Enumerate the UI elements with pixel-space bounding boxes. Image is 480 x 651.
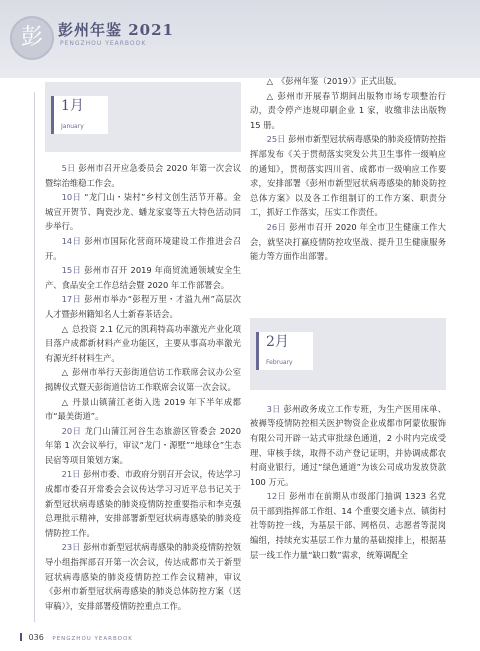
entry-text: 总投资 2.1 亿元的凯莉特高功率激光产业化项目落户成都新材料产业功能区，主要从事高功率激光有源光纤材料生产。	[45, 323, 241, 363]
february-entries	[250, 402, 446, 563]
entry-text: 丹景山镇蒲江老街入选 2019 年下半年成都市“最美街道”。	[45, 396, 241, 422]
chronicle-entry	[250, 132, 446, 220]
chronicle-entry	[45, 190, 241, 234]
entry-date: 23日	[61, 542, 84, 553]
entry-date: 17日	[61, 294, 85, 305]
chronicle-entry	[45, 292, 241, 321]
yearbook-logo-icon: 彭	[10, 16, 54, 60]
chronicle-entry	[45, 467, 241, 540]
triangle-icon: △	[266, 76, 273, 86]
entry-text: 彭州市召开 2019 年商贸流通领域安全生产、食品安全工作总结会暨 2020 年工作部署会。	[45, 265, 241, 290]
chronicle-entry	[45, 424, 241, 468]
chronicle-entry	[250, 89, 446, 133]
page-number: 036	[28, 633, 44, 642]
january-entries-right	[250, 74, 446, 264]
entry-date: 12日	[266, 491, 290, 502]
entry-text: 彭州政务成立工作专班，为生产医用床单、被褥等疫情防控相关医护物资企业成都市阿蒙依服饰有限公司开辟一站式审批绿色通道，2 小时内完成受理、审核手续，取得不动产登记证明，并协调成都农村商业银行，通过“绿色通道”为该公司成功发放贷款 100 万元。	[250, 403, 446, 487]
february-banner	[250, 318, 446, 390]
triangle-icon: △	[61, 323, 69, 334]
entry-date: 10日	[61, 192, 85, 203]
left-column	[45, 82, 241, 613]
entry-date: 20日	[61, 425, 85, 436]
month-english: January	[61, 123, 84, 130]
entry-date: 21日	[61, 469, 84, 480]
running-header-subtitle: PENGZHOU YEARBOOK	[60, 40, 147, 47]
footer-title: PENGZHOU YEARBOOK	[52, 636, 133, 642]
right-column	[250, 74, 446, 562]
month-number: 1月	[61, 98, 84, 114]
chronicle-entry	[45, 234, 241, 263]
entry-text: 彭州市举行天彭街道信访工作联席会议办公室揭牌仪式暨天彭街道信访工作联席会议第一次会议。	[45, 367, 241, 392]
entry-text: 龙门山蒲江河谷生态旅游区管委会 2020 年第 1 次会议举行，审议“龙门・源墅”“地球仓”生态民宿等项目策划方案。	[45, 425, 241, 465]
triangle-icon: △	[61, 367, 69, 378]
entry-text: 彭州市新型冠状病毒感染的肺炎疫情防控指挥部发布《关于贯彻落实突发公共卫生事件一级响应的通知》，贯彻落实四川省、成都市一级响应工作要求，安排部署《彭州市新型冠状病毒感染的肺炎防控总体方案》以及各工作组制订的工作方案、职责分工，抓好工作落实，压实工作责任。	[250, 134, 446, 218]
entry-date: 5日	[61, 163, 79, 173]
chronicle-entry	[45, 395, 241, 424]
entry-date: 26日	[266, 221, 290, 232]
entry-text: 彭州市新型冠状病毒感染的肺炎疫情防控领导小组指挥部召开第一次会议，传达成都市关于新型冠状病毒感染的肺炎疫情防控工作会议精神，审议《彭州市新型冠状病毒感染的肺炎总体防控方案（送审稿）》，安排部署疫情防控重点工作。	[45, 542, 241, 611]
entry-text: 彭州市召开 2020 年全市卫生健康工作大会，就坚决打赢疫情防控攻坚战、提升卫生健康服务能力等方面作出部署。	[250, 221, 446, 262]
entry-date: 15日	[61, 265, 85, 276]
chronicle-entry	[250, 74, 446, 89]
triangle-icon: △	[266, 90, 274, 101]
chronicle-entry	[250, 220, 446, 264]
chronicle-entry	[45, 161, 241, 190]
entry-date: 25日	[266, 134, 289, 145]
triangle-icon: △	[61, 396, 69, 407]
header-band	[0, 0, 480, 78]
chronicle-entry	[45, 263, 241, 292]
january-entries-left	[45, 161, 241, 613]
entry-date: 3日	[266, 403, 284, 414]
chronicle-entry	[45, 540, 241, 613]
page-footer	[20, 633, 133, 642]
entry-text: 彭州市国际化营商环境建设工作推进会召开。	[45, 235, 241, 261]
month-number: 2月	[266, 333, 289, 350]
entry-text: “龙门山・柒村”乡村文创生活节开幕。金城宣开贺节、陶瓷沙龙、蟠龙家宴等五大特色活动同步举行。	[45, 192, 241, 232]
chronicle-entry	[45, 365, 241, 394]
chronicle-entry	[250, 402, 446, 490]
entry-text: 《彭州年鉴（2019）》正式出版。	[276, 76, 402, 86]
footer-divider	[20, 633, 22, 641]
january-month-label	[51, 96, 108, 134]
entry-date: 14日	[61, 235, 85, 246]
entry-text: 彭州市在前期从市级部门抽调 1323 名党员干部到指挥部工作组、14 个重要交通卡点、镇街村社等防控一线，为基层干部、网格员、志愿者等混岗编组，持续充实基层工作力量的基础搅排上，根据基层一线工作力量“缺口数”需求，统筹调配全	[250, 491, 446, 560]
entry-text: 彭州市召开应急委员会 2020 年第一次会议暨综治维稳工作会。	[45, 163, 241, 188]
entry-text: 彭州市委、市政府分别召开会议，传达学习成都市委召开常委会会议传达学习习近平总书记关于新型冠状病毒感染的肺炎疫情防控重要指示和李克强总理批示精神，安排部署新型冠状病毒感染的肺炎疫情防控工作。	[45, 469, 241, 538]
running-header-title: 彭州年鉴 2021	[58, 21, 174, 39]
month-english: February	[266, 358, 293, 366]
entry-text: 彭州市举办“彭程万里・才溢九州”高层次人才暨彭州籍知名人士新春茶话会。	[45, 294, 241, 319]
entry-text: 彭州市开展春节期间出版物市场专项整治行动，责令停产违规印刷企业 1 家，收缴非法出版物 15 册。	[250, 90, 446, 130]
february-month-label	[256, 332, 313, 370]
chronicle-entry	[250, 489, 446, 562]
january-banner	[45, 82, 241, 152]
left-margin-rule	[34, 92, 35, 622]
chronicle-entry	[45, 322, 241, 366]
